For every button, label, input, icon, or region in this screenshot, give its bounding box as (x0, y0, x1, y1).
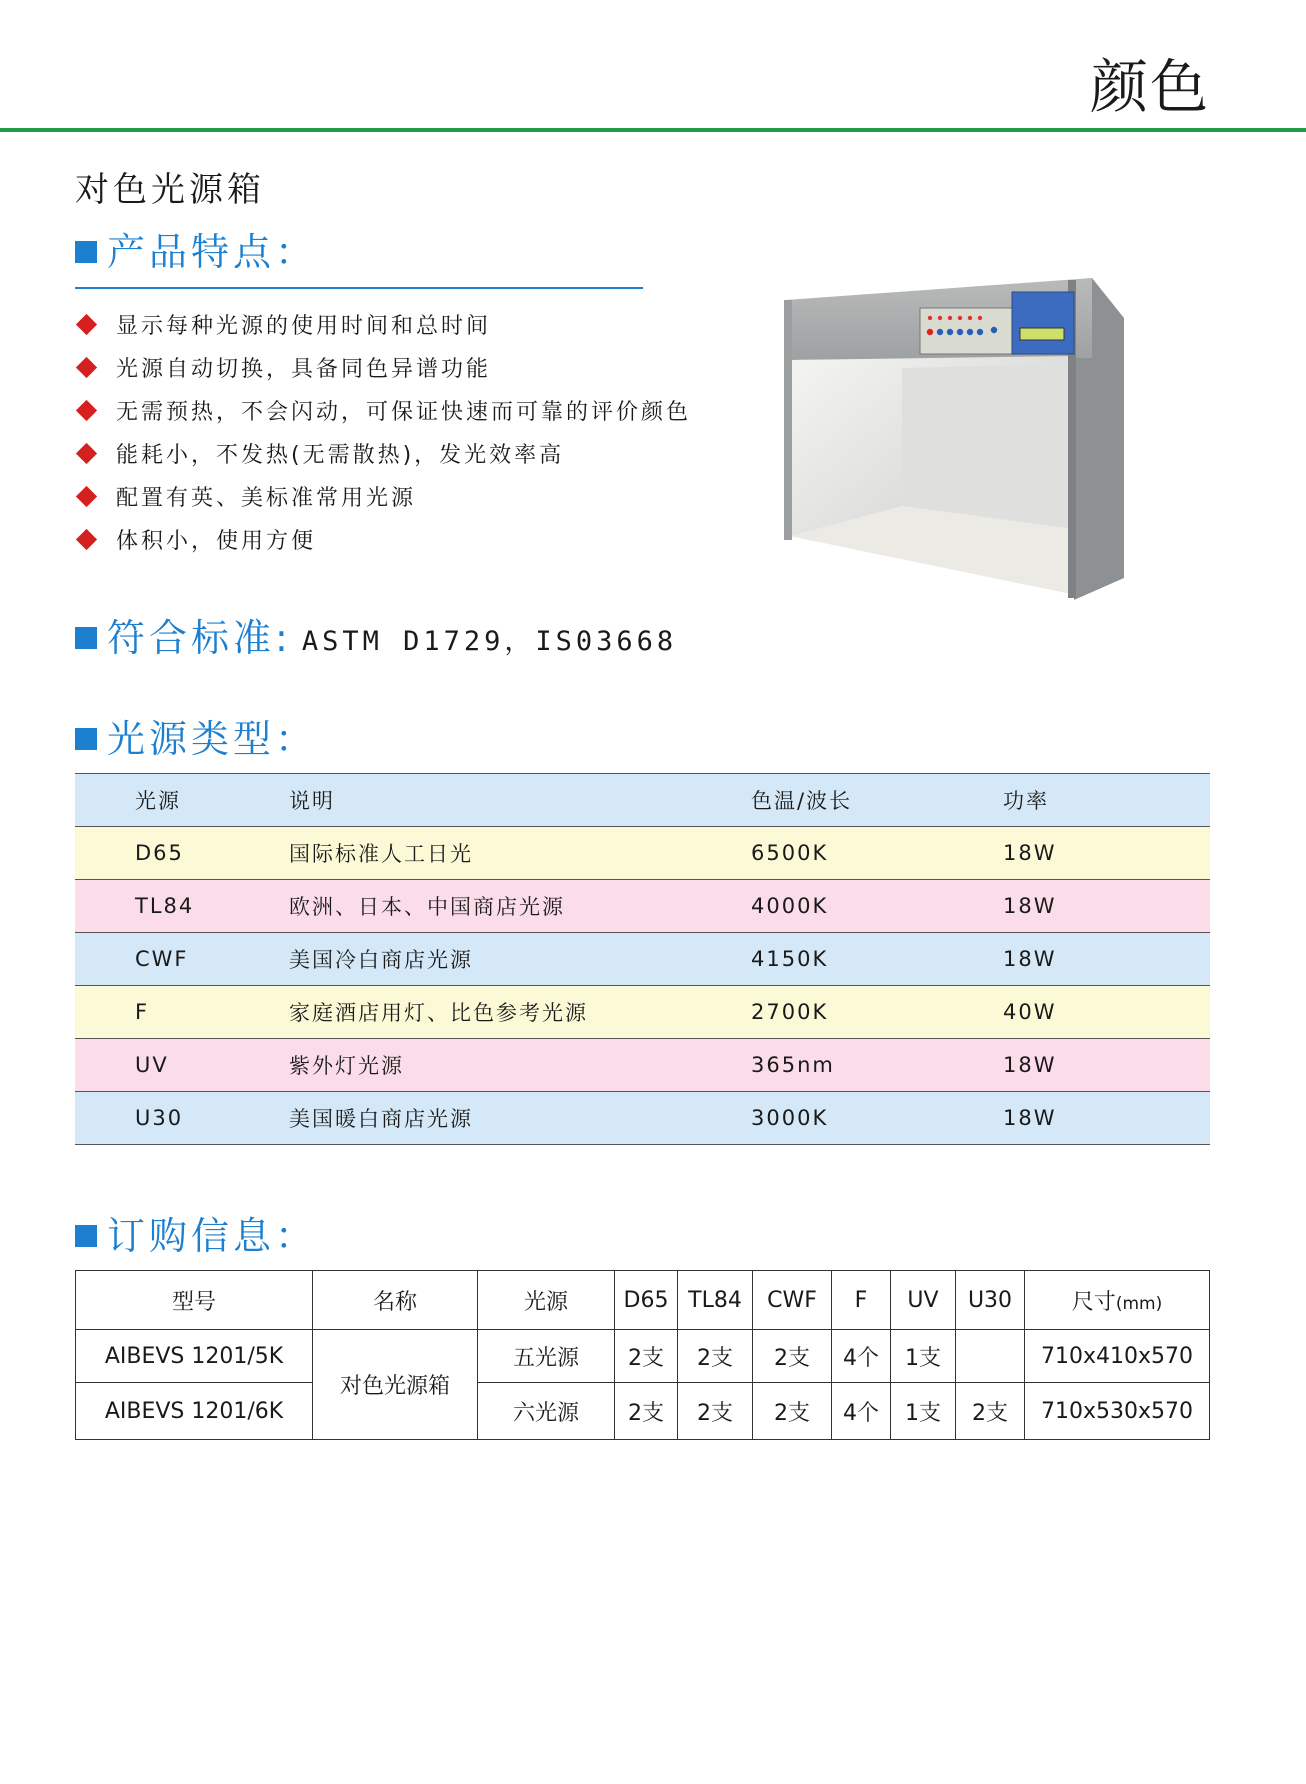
product-title: 对色光源箱 (75, 170, 265, 210)
tl84-cell: 2支 (678, 1383, 753, 1440)
column-header: 功率 (1003, 774, 1210, 827)
column-header: 色温/波长 (751, 774, 1003, 827)
desc-cell: 紫外灯光源 (289, 1039, 751, 1092)
power-cell: 18W (1003, 827, 1210, 880)
light-sources-heading-colon: ： (275, 717, 318, 761)
column-header: F (832, 1271, 891, 1330)
feature-item (75, 303, 691, 346)
light-sources-table (75, 773, 1210, 1145)
source-cell: D65 (75, 827, 289, 880)
column-header: 说明 (289, 774, 751, 827)
temp-cell: 3000K (751, 1092, 1003, 1145)
table-row (76, 1330, 1210, 1383)
cwf-cell: 2支 (753, 1383, 832, 1440)
features-heading (75, 228, 317, 276)
table-header-row (76, 1271, 1210, 1330)
order-table (75, 1270, 1210, 1440)
feature-text: 显示每种光源的使用时间和总时间 (116, 314, 492, 339)
model-prefix: AIBEVS (104, 1343, 185, 1369)
order-heading (75, 1212, 317, 1260)
d65-cell: 2支 (615, 1383, 678, 1440)
table-row (75, 1092, 1210, 1145)
features-heading-colon: ： (275, 230, 318, 274)
temp-cell: 2700K (751, 986, 1003, 1039)
temp-cell: 4000K (751, 880, 1003, 933)
column-header: CWF (753, 1271, 832, 1330)
feature-text: 体积小，使用方便 (116, 529, 317, 554)
column-header: 型号 (76, 1271, 313, 1330)
f-cell: 4个 (832, 1383, 891, 1440)
temp-cell: 6500K (751, 827, 1003, 880)
power-cell: 18W (1003, 933, 1210, 986)
source-cell: U30 (75, 1092, 289, 1145)
f-cell: 4个 (832, 1330, 891, 1383)
column-header: TL84 (678, 1271, 753, 1330)
light-sources-heading-text: 光源类型 (107, 717, 276, 761)
square-bullet-icon (75, 728, 97, 750)
square-bullet-icon (75, 241, 97, 263)
source-cell: TL84 (75, 880, 289, 933)
standards-heading-text: 符合标准 (107, 616, 276, 660)
order-heading-text: 订购信息 (107, 1214, 276, 1258)
size-header-label: 尺寸 (1071, 1289, 1116, 1315)
square-bullet-icon (75, 627, 97, 649)
power-cell: 18W (1003, 1039, 1210, 1092)
table-row (75, 933, 1210, 986)
model-prefix: AIBEVS (104, 1398, 185, 1424)
uv-cell: 1支 (891, 1383, 956, 1440)
source-cell: F (75, 986, 289, 1039)
features-list (75, 303, 691, 561)
feature-item (75, 389, 691, 432)
feature-item (75, 432, 691, 475)
square-bullet-icon (75, 1225, 97, 1247)
size-cell: 710x410x570 (1025, 1330, 1210, 1383)
column-header: 光源 (478, 1271, 615, 1330)
light-cabinet-image (782, 278, 1132, 600)
size-unit-label: (mm) (1115, 1293, 1163, 1314)
temp-cell: 365nm (751, 1039, 1003, 1092)
column-header (1025, 1271, 1210, 1330)
tl84-cell: 2支 (678, 1330, 753, 1383)
header-divider (0, 128, 1306, 132)
feature-text: 无需预热，不会闪动，可保证快速而可靠的评价颜色 (116, 400, 692, 425)
table-row (75, 880, 1210, 933)
desc-cell: 美国暖白商店光源 (289, 1092, 751, 1145)
uv-cell: 1支 (891, 1330, 956, 1383)
model-cell (76, 1383, 313, 1440)
standards-heading (75, 614, 677, 662)
name-cell: 对色光源箱 (313, 1330, 478, 1440)
feature-text: 能耗小，不发热(无需散热)，发光效率高 (116, 443, 565, 468)
light-sources-heading (75, 715, 317, 763)
feature-text: 配置有英、美标准常用光源 (116, 486, 417, 511)
table-row (75, 1039, 1210, 1092)
column-header: 名称 (313, 1271, 478, 1330)
column-header: 光源 (75, 774, 289, 827)
standards-heading-colon: : (275, 616, 292, 660)
order-heading-colon: ： (275, 1214, 318, 1258)
d65-cell: 2支 (615, 1330, 678, 1383)
diamond-bullet-icon (76, 486, 97, 507)
column-header: U30 (956, 1271, 1025, 1330)
feature-item (75, 518, 691, 561)
diamond-bullet-icon (76, 314, 97, 335)
diamond-bullet-icon (76, 400, 97, 421)
model-cell (76, 1330, 313, 1383)
source-cell: 五光源 (478, 1330, 615, 1383)
desc-cell: 美国冷白商店光源 (289, 933, 751, 986)
power-cell: 40W (1003, 986, 1210, 1039)
feature-text: 光源自动切换，具备同色异谱功能 (116, 357, 492, 382)
feature-item (75, 475, 691, 518)
u30-cell: 2支 (956, 1383, 1025, 1440)
source-cell: CWF (75, 933, 289, 986)
power-cell: 18W (1003, 1092, 1210, 1145)
size-cell: 710x530x570 (1025, 1383, 1210, 1440)
table-header-row (75, 774, 1210, 827)
u30-cell (956, 1330, 1025, 1383)
features-heading-text: 产品特点 (107, 230, 276, 274)
feature-item (75, 346, 691, 389)
column-header: D65 (615, 1271, 678, 1330)
diamond-bullet-icon (76, 529, 97, 550)
model-number: 1201/5K (191, 1343, 284, 1369)
standards-value: ASTM D1729，IS03668 (301, 625, 678, 657)
desc-cell: 欧洲、日本、中国商店光源 (289, 880, 751, 933)
desc-cell: 家庭酒店用灯、比色参考光源 (289, 986, 751, 1039)
power-cell: 18W (1003, 880, 1210, 933)
column-header: UV (891, 1271, 956, 1330)
features-underline (75, 287, 643, 289)
table-row (75, 986, 1210, 1039)
source-cell: UV (75, 1039, 289, 1092)
diamond-bullet-icon (76, 357, 97, 378)
model-number: 1201/6K (191, 1398, 284, 1424)
cwf-cell: 2支 (753, 1330, 832, 1383)
table-row (76, 1383, 1210, 1440)
table-row (75, 827, 1210, 880)
diamond-bullet-icon (76, 443, 97, 464)
source-cell: 六光源 (478, 1383, 615, 1440)
temp-cell: 4150K (751, 933, 1003, 986)
desc-cell: 国际标准人工日光 (289, 827, 751, 880)
header-title: 颜色 (1089, 53, 1210, 121)
